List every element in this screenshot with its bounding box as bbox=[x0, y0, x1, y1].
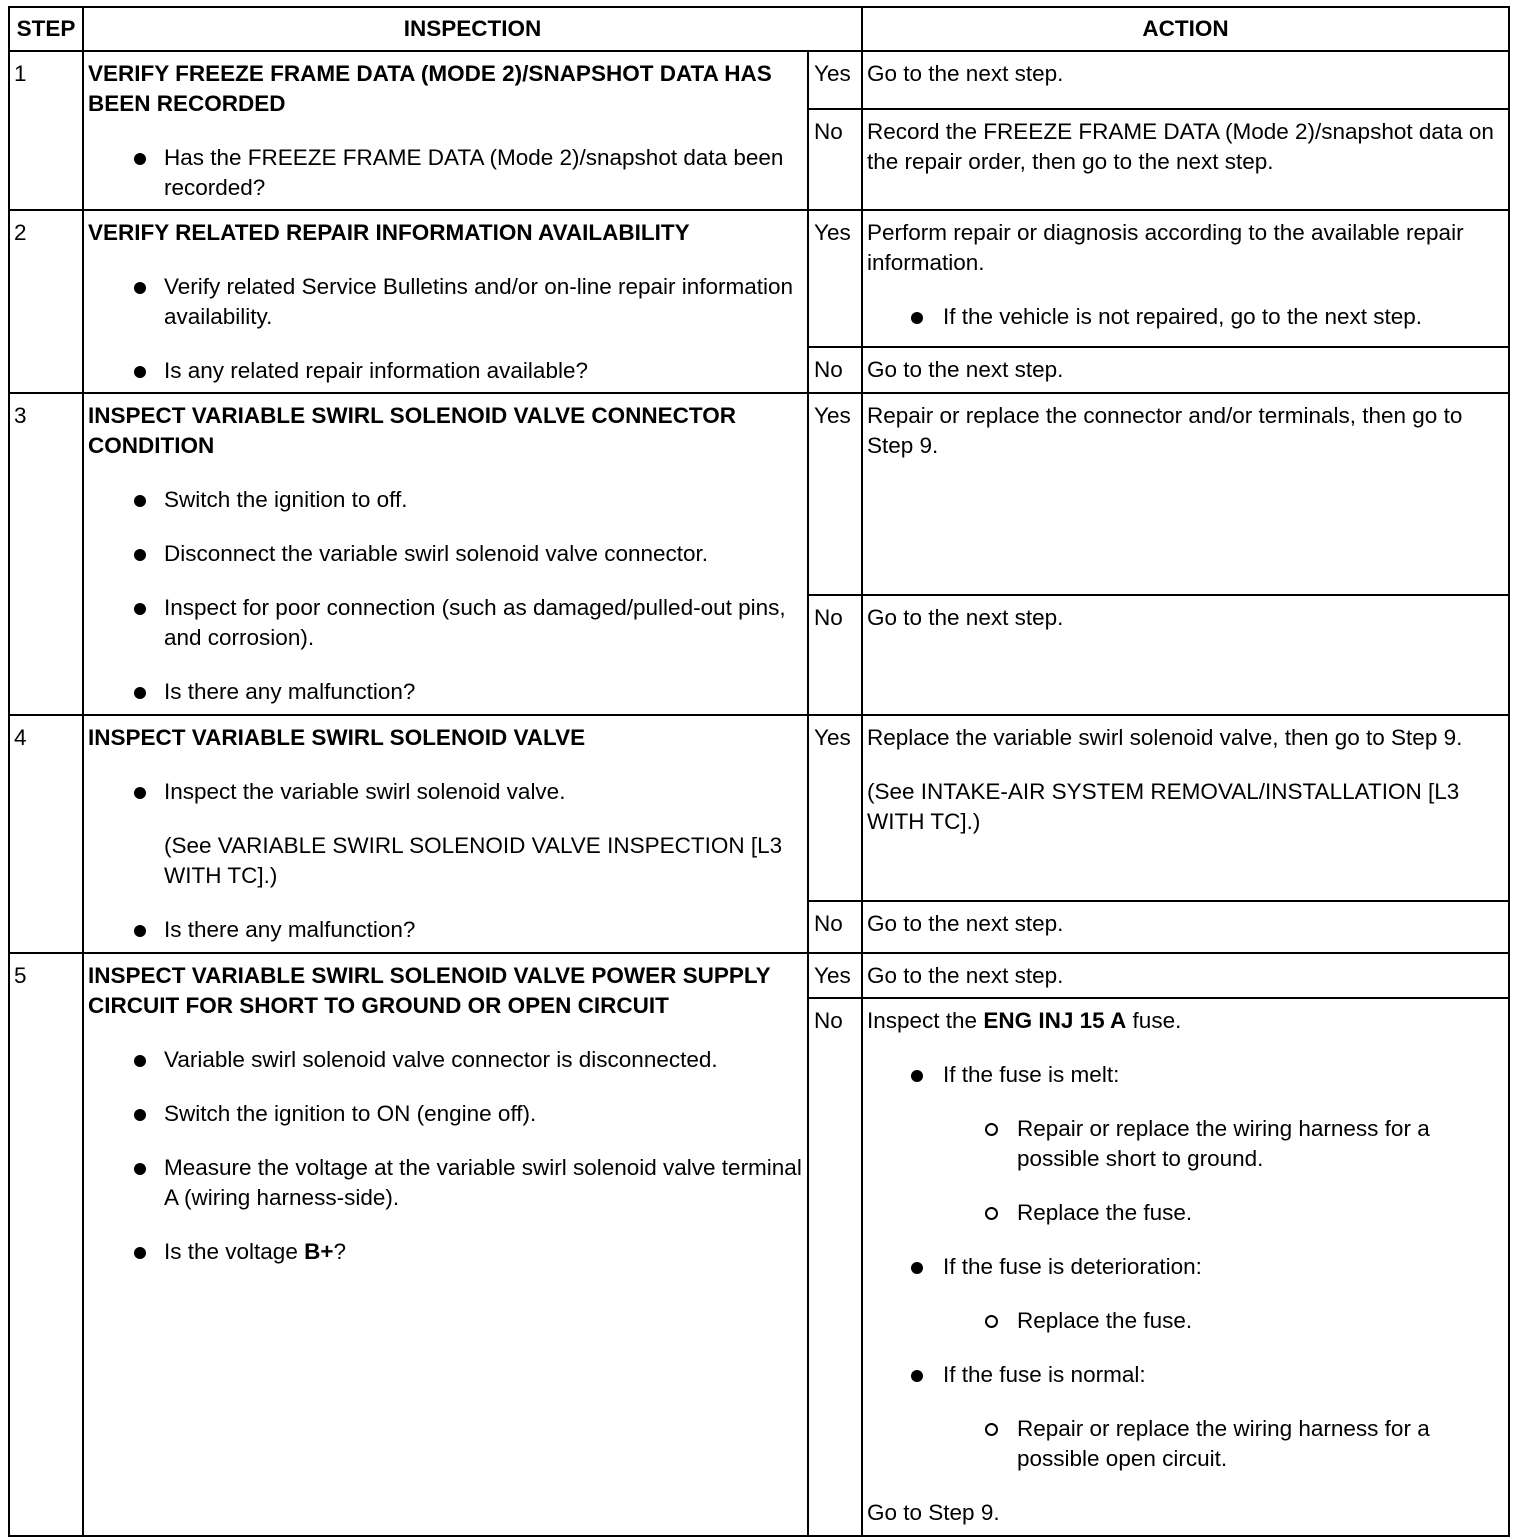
step-number: 5 bbox=[9, 953, 83, 1536]
diagnostic-table bbox=[8, 6, 1510, 1537]
bullet-text-end: ? bbox=[333, 1239, 346, 1264]
step-inspection bbox=[83, 953, 808, 1536]
step-inspection bbox=[83, 51, 808, 210]
inspection-bullet: Is any related repair information available? bbox=[88, 356, 803, 386]
header-inspection: INSPECTION bbox=[83, 7, 862, 51]
no-action-text bbox=[867, 1006, 1504, 1036]
header-action: ACTION bbox=[862, 7, 1509, 51]
table-header-row bbox=[9, 7, 1509, 51]
fuse-case: If the fuse is normal: bbox=[867, 1360, 1504, 1390]
step-number: 1 bbox=[9, 51, 83, 210]
inspection-bullet: Is there any malfunction? bbox=[88, 915, 803, 945]
step-number: 4 bbox=[9, 715, 83, 953]
step-inspection bbox=[83, 393, 808, 715]
inspection-bullet: Disconnect the variable swirl solenoid valve connector. bbox=[88, 539, 803, 569]
diagnostic-procedure-page bbox=[8, 6, 1508, 1537]
yes-label: Yes bbox=[808, 210, 862, 347]
yes-action-note: (See INTAKE-AIR SYSTEM REMOVAL/INSTALLATION [L3 WITH TC].) bbox=[867, 779, 1460, 834]
step-title: INSPECT VARIABLE SWIRL SOLENOID VALVE bbox=[88, 725, 586, 750]
inspection-bullet: Switch the ignition to off. bbox=[88, 485, 803, 515]
no-action bbox=[862, 998, 1509, 1536]
inspection-bullet: Switch the ignition to ON (engine off). bbox=[88, 1099, 803, 1129]
fuse-case-sub: Replace the fuse. bbox=[867, 1306, 1504, 1336]
voltage-value: B+ bbox=[304, 1239, 334, 1264]
bullet-text: Is the voltage bbox=[164, 1239, 305, 1264]
yes-action: Go to the next step. bbox=[862, 51, 1509, 109]
no-label: No bbox=[808, 595, 862, 715]
yes-action: Go to the next step. bbox=[862, 953, 1509, 998]
inspection-bullet: Inspect for poor connection (such as damaged/pulled-out pins, and corrosion). bbox=[88, 593, 803, 653]
step-title: VERIFY RELATED REPAIR INFORMATION AVAILABILITY bbox=[88, 220, 690, 245]
no-label: No bbox=[808, 347, 862, 393]
fuse-case-sub: Repair or replace the wiring harness for a possible short to ground. bbox=[867, 1114, 1504, 1174]
yes-label: Yes bbox=[808, 51, 862, 109]
no-final-action: Go to Step 9. bbox=[867, 1500, 1000, 1525]
action-bullet: If the vehicle is not repaired, go to the next step. bbox=[867, 302, 1504, 332]
step-title: VERIFY FREEZE FRAME DATA (MODE 2)/SNAPSHOT DATA HAS BEEN RECORDED bbox=[88, 61, 772, 116]
step-title: INSPECT VARIABLE SWIRL SOLENOID VALVE CONNECTOR CONDITION bbox=[88, 403, 736, 458]
fuse-case-sub: Replace the fuse. bbox=[867, 1198, 1504, 1228]
no-action: Go to the next step. bbox=[862, 595, 1509, 715]
step-3-yes-row bbox=[9, 393, 1509, 595]
no-action: Record the FREEZE FRAME DATA (Mode 2)/snapshot data on the repair order, then go to the next step. bbox=[862, 109, 1509, 210]
header-step: STEP bbox=[9, 7, 83, 51]
step-inspection bbox=[83, 210, 808, 393]
yes-action bbox=[862, 715, 1509, 901]
step-4-yes-row bbox=[9, 715, 1509, 901]
inspection-note: (See VARIABLE SWIRL SOLENOID VALVE INSPECTION [L3 WITH TC].) bbox=[164, 833, 783, 888]
step-title: INSPECT VARIABLE SWIRL SOLENOID VALVE POWER SUPPLY CIRCUIT FOR SHORT TO GROUND OR OPEN CIRCUIT bbox=[88, 963, 771, 1018]
inspection-bullet: Verify related Service Bulletins and/or on-line repair information availability. bbox=[88, 272, 803, 332]
yes-label: Yes bbox=[808, 953, 862, 998]
step-number: 2 bbox=[9, 210, 83, 393]
yes-label: Yes bbox=[808, 715, 862, 901]
yes-action-text: Replace the variable swirl solenoid valve, then go to Step 9. bbox=[867, 725, 1463, 750]
yes-action-text: Perform repair or diagnosis according to the available repair information. bbox=[867, 220, 1464, 275]
inspection-bullet bbox=[88, 1237, 803, 1267]
inspection-bullet: Has the FREEZE FRAME DATA (Mode 2)/snapshot data been recorded? bbox=[88, 143, 803, 203]
no-action: Go to the next step. bbox=[862, 901, 1509, 953]
no-label: No bbox=[808, 109, 862, 210]
yes-label: Yes bbox=[808, 393, 862, 595]
inspection-bullet: Variable swirl solenoid valve connector is disconnected. bbox=[88, 1045, 803, 1075]
step-1-yes-row bbox=[9, 51, 1509, 109]
fuse-name: ENG INJ 15 A bbox=[983, 1008, 1127, 1033]
no-text-post: fuse. bbox=[1126, 1008, 1182, 1033]
fuse-case-sub: Repair or replace the wiring harness for a possible open circuit. bbox=[867, 1414, 1504, 1474]
step-number: 3 bbox=[9, 393, 83, 715]
fuse-case: If the fuse is melt: bbox=[867, 1060, 1504, 1090]
yes-action: Repair or replace the connector and/or terminals, then go to Step 9. bbox=[862, 393, 1509, 595]
yes-action bbox=[862, 210, 1509, 347]
fuse-case: If the fuse is deterioration: bbox=[867, 1252, 1504, 1282]
step-5-yes-row bbox=[9, 953, 1509, 998]
no-action: Go to the next step. bbox=[862, 347, 1509, 393]
no-label: No bbox=[808, 901, 862, 953]
inspection-bullet: Is there any malfunction? bbox=[88, 677, 803, 707]
inspection-bullet: Measure the voltage at the variable swirl solenoid valve terminal A (wiring harness-side). bbox=[88, 1153, 803, 1213]
step-inspection bbox=[83, 715, 808, 953]
step-2-yes-row bbox=[9, 210, 1509, 347]
inspection-bullet: Inspect the variable swirl solenoid valve. bbox=[88, 777, 803, 807]
no-text-pre: Inspect the bbox=[867, 1008, 984, 1033]
no-label: No bbox=[808, 998, 862, 1536]
